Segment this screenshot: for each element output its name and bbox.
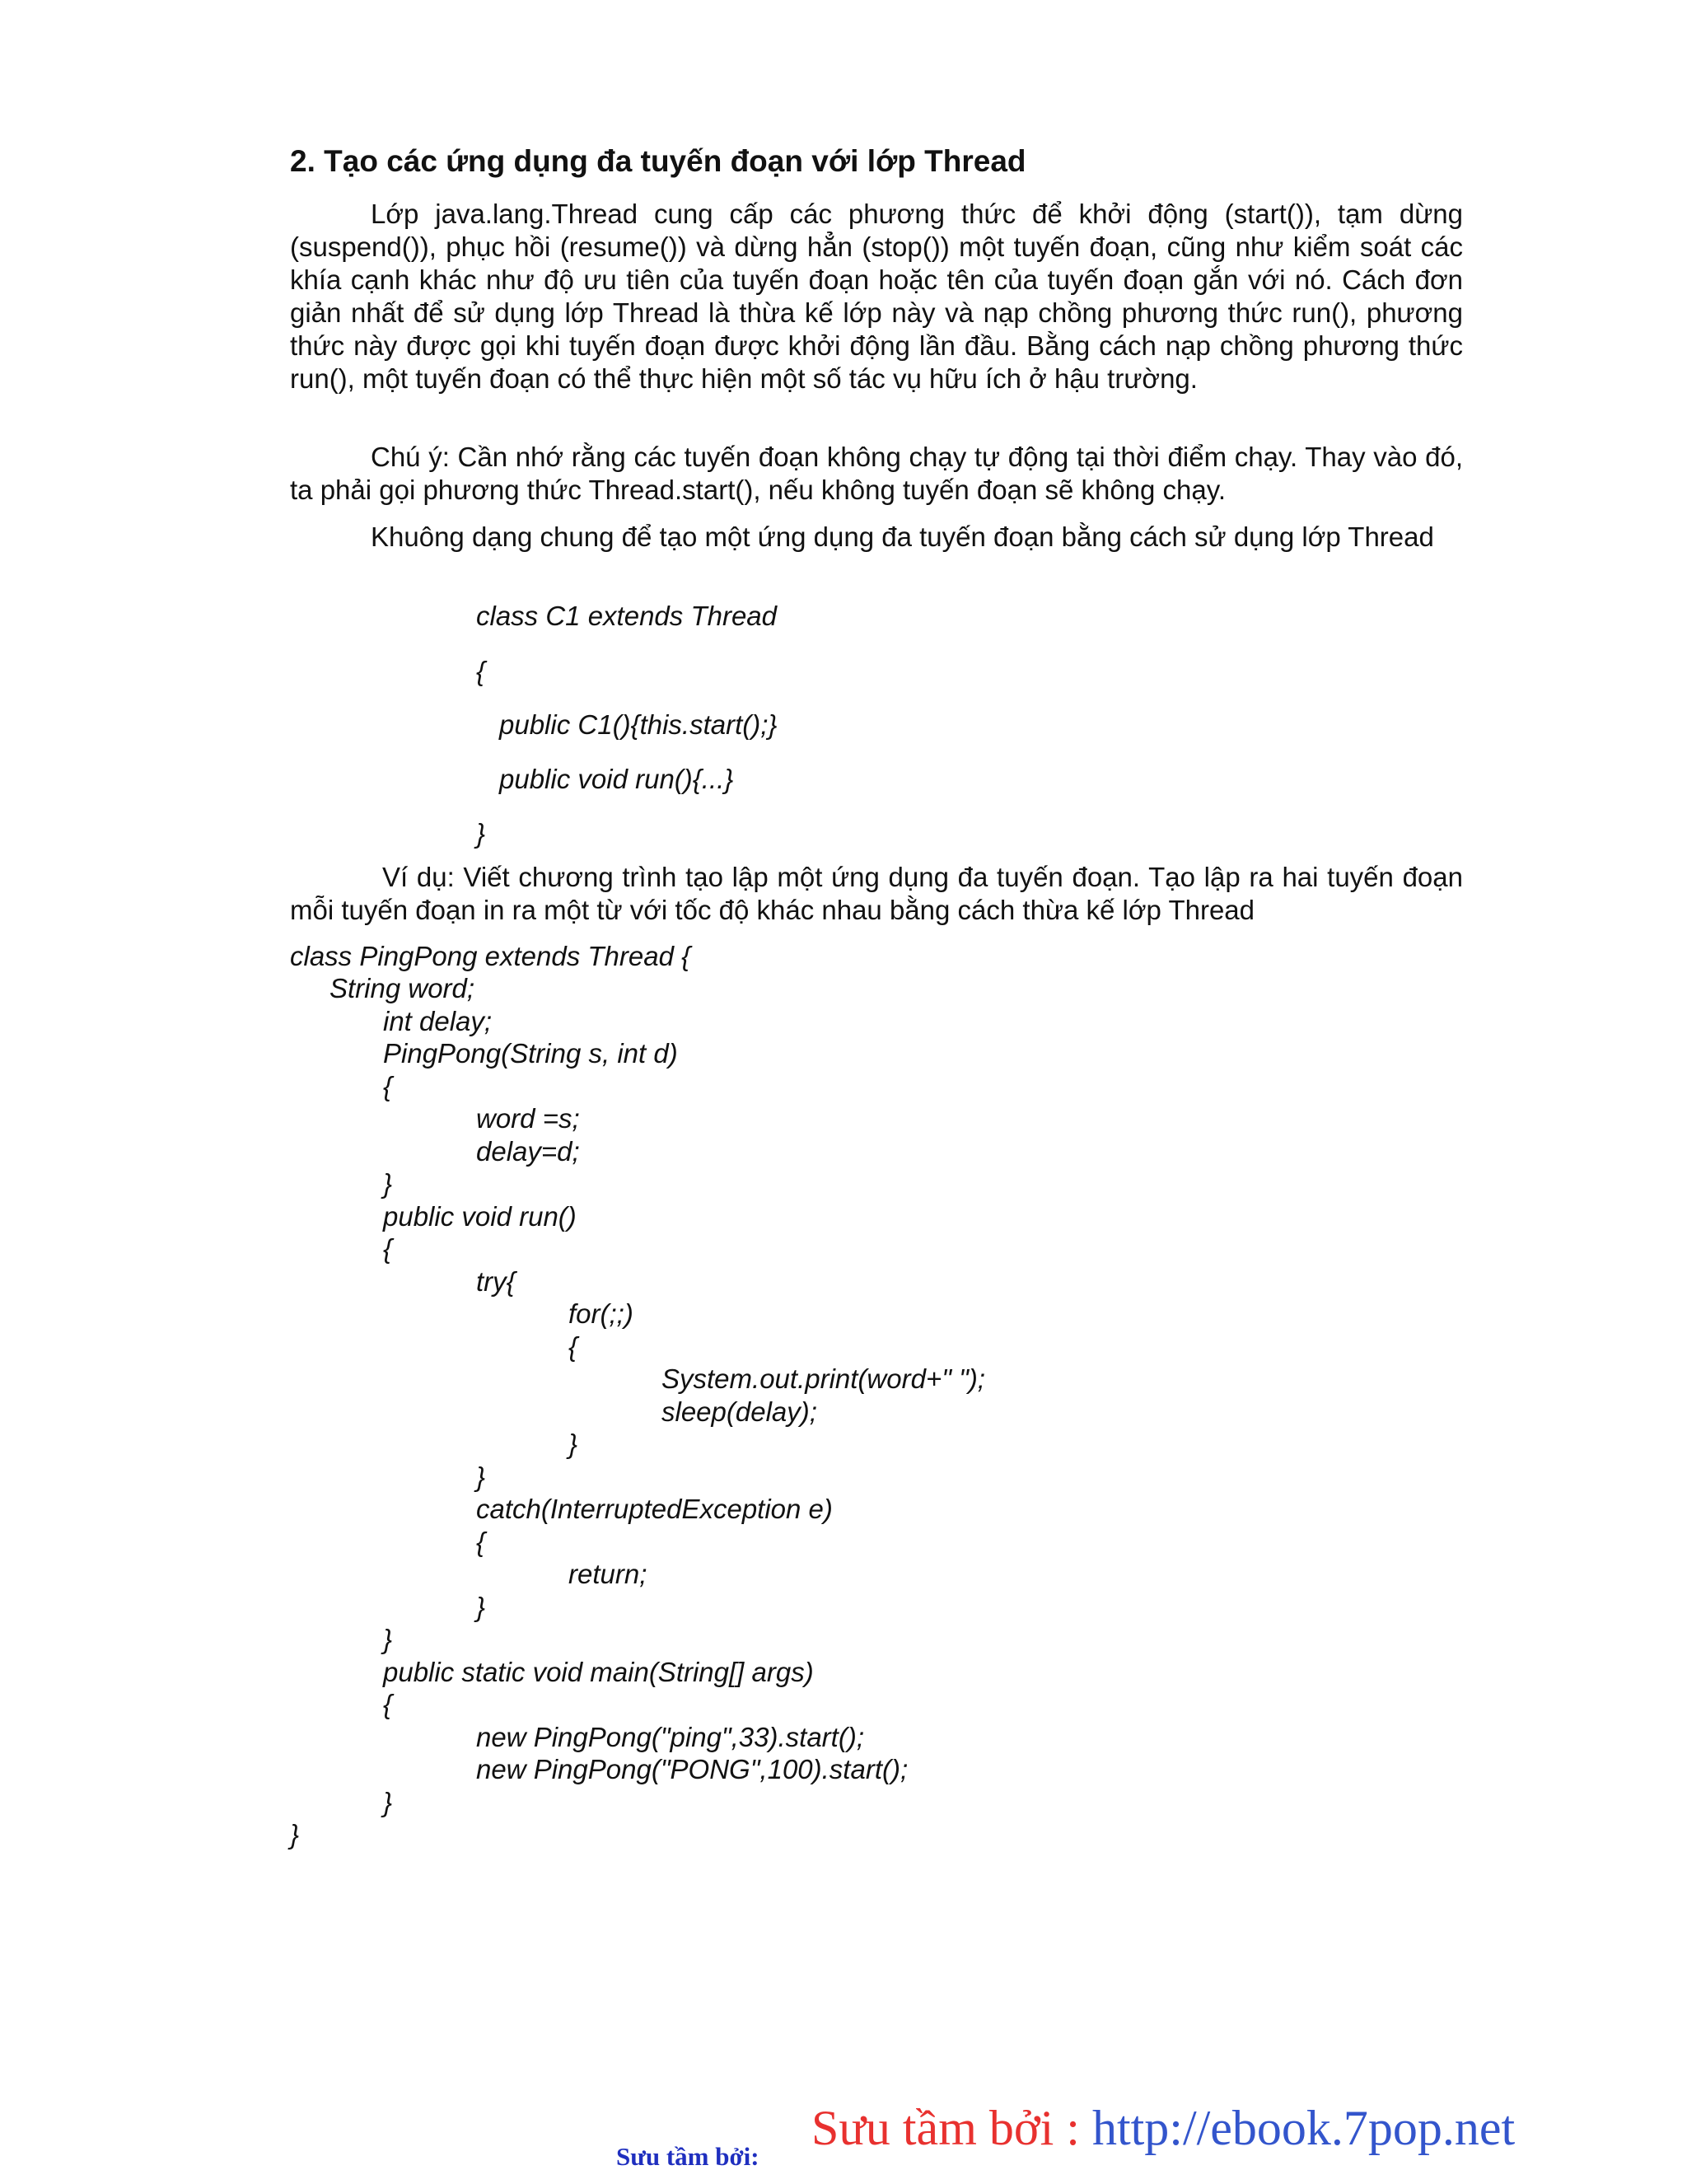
example-code-line: String word; xyxy=(329,973,475,1003)
footer-banner[interactable] xyxy=(811,2099,1515,2157)
example-code-line: } xyxy=(476,1592,486,1622)
paragraph-note: Chú ý: Cần nhớ rằng các tuyến đoạn không chạy tự động tại thời điểm chạy. Thay vào đó, ta phải gọi phương thức Thread.start(), nếu không tuyến đoạn sẽ không chạy. xyxy=(290,442,1463,505)
template-code-line: public void run(){...} xyxy=(499,764,734,794)
example-code-line: { xyxy=(383,1689,393,1719)
template-code-line: public C1(){this.start();} xyxy=(499,709,778,740)
example-code-line: try{ xyxy=(476,1266,516,1297)
template-code-line: class C1 extends Thread xyxy=(476,601,778,631)
example-code-line: { xyxy=(383,1071,393,1101)
example-code-line: public void run() xyxy=(383,1201,577,1232)
example-code-line: { xyxy=(383,1233,393,1264)
example-code-line: } xyxy=(383,1624,393,1654)
example-code-line: class PingPong extends Thread { xyxy=(290,941,691,971)
example-code-line: new PingPong("PONG",100).start(); xyxy=(476,1754,909,1784)
example-code-line: return; xyxy=(568,1559,647,1589)
example-code-line: new PingPong("ping",33).start(); xyxy=(476,1722,864,1752)
example-code-line: PingPong(String s, int d) xyxy=(383,1038,678,1069)
template-code-line: { xyxy=(476,656,486,686)
example-code-line: } xyxy=(476,1461,486,1492)
example-code-line: delay=d; xyxy=(476,1136,580,1167)
example-code-line: for(;;) xyxy=(568,1298,633,1329)
paragraph-example: Ví dụ: Viết chương trình tạo lập một ứng dụng đa tuyến đoạn. Tạo lập ra hai tuyến đoạn mỗi tuyến đoạn in ra một từ với tốc độ khác nhau bằng cách thừa kế lớp Thread xyxy=(290,862,1463,925)
example-code-line: int delay; xyxy=(383,1006,493,1036)
example-code-line: catch(InterruptedException e) xyxy=(476,1494,833,1524)
example-code-line: { xyxy=(476,1527,486,1557)
paragraph-general-format: Khuông dạng chung để tạo một ứng dụng đa tuyến đoạn bằng cách sử dụng lớp Thread xyxy=(371,521,1434,552)
example-code-line: { xyxy=(568,1331,578,1362)
footer-label: Sưu tầm bởi: xyxy=(616,2142,759,2171)
example-code-line: } xyxy=(568,1429,578,1459)
example-code-line: sleep(delay); xyxy=(661,1396,817,1427)
example-code-line: public static void main(String[] args) xyxy=(383,1657,814,1687)
example-code-line: } xyxy=(290,1819,300,1850)
paragraph-thread-class: Lớp java.lang.Thread cung cấp các phương thức để khởi động (start()), tạm dừng (suspend()), phục hồi (resume()) và dừng hẳn (stop()) một tuyến đoạn, cũng như kiểm soát các khía cạnh khác như độ ưu tiên của tuyến đoạn hoặc tên của tuyến đoạn gắn với nó. Cách đơn giản nhất để sử dụng lớp Thread là thừa kế lớp này và nạp chồng phương thức run(), phương thức này được gọi khi tuyến đoạn được khởi động lần đầu. Bằng cách nạp chồng phương thức run(), một tuyến đoạn có thể thực hiện một số tác vụ hữu ích ở hậu trường. xyxy=(290,199,1463,394)
template-code-line: } xyxy=(476,818,486,849)
example-code-line: } xyxy=(383,1787,393,1817)
banner-prefix: Sưu tầm bởi : xyxy=(811,2101,1092,2155)
section-heading: 2. Tạo các ứng dụng đa tuyến đoạn với lớp Thread xyxy=(290,144,1026,178)
example-code-line: System.out.print(word+" "); xyxy=(661,1363,985,1394)
example-code-line: word =s; xyxy=(476,1103,580,1134)
banner-url-link[interactable]: http://ebook.7pop.net xyxy=(1091,2101,1516,2155)
example-code-line: } xyxy=(383,1168,393,1199)
